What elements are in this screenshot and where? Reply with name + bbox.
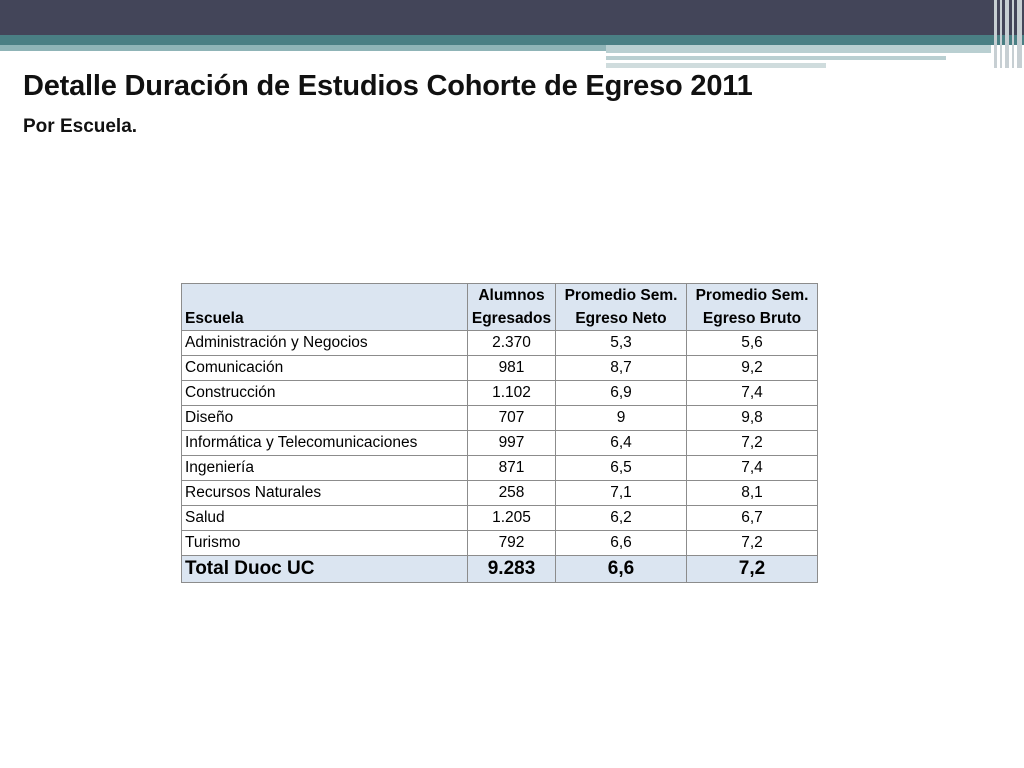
cell-escuela: Salud: [182, 506, 468, 531]
col-header-egreso-neto: [556, 284, 687, 331]
col-header-bruto-line2: Egreso Bruto: [702, 310, 802, 327]
cell-bruto: 8,1: [687, 481, 818, 506]
cell-neto: 6,4: [556, 431, 687, 456]
cell-bruto: 7,2: [687, 431, 818, 456]
cell-neto: 9: [556, 406, 687, 431]
cell-alumnos: 2.370: [468, 331, 556, 356]
cell-bruto: 7,4: [687, 456, 818, 481]
cell-alumnos: 792: [468, 531, 556, 556]
cell-bruto: 7,4: [687, 381, 818, 406]
cell-alumnos: 707: [468, 406, 556, 431]
table-row: [182, 331, 818, 356]
cell-escuela: Comunicación: [182, 356, 468, 381]
col-header-escuela-label: Escuela: [185, 310, 244, 327]
cell-bruto: 9,8: [687, 406, 818, 431]
table-row: [182, 381, 818, 406]
slide-title: Detalle Duración de Estudios Cohorte de Egreso 2011: [23, 70, 753, 102]
cell-alumnos: 871: [468, 456, 556, 481]
total-neto: 6,6: [556, 556, 687, 583]
cell-bruto: 6,7: [687, 506, 818, 531]
cell-bruto: 7,2: [687, 531, 818, 556]
header-accent-line: [606, 63, 826, 68]
table-row: [182, 481, 818, 506]
cell-neto: 6,5: [556, 456, 687, 481]
cell-neto: 7,1: [556, 481, 687, 506]
cell-escuela: Administración y Negocios: [182, 331, 468, 356]
col-header-neto-line1: Promedio Sem.: [564, 287, 678, 304]
cell-escuela: Ingeniería: [182, 456, 468, 481]
col-header-alumnos-line1: Alumnos: [478, 287, 545, 304]
header-band-light: [0, 45, 606, 51]
col-header-escuela: [182, 284, 468, 331]
cell-escuela: Turismo: [182, 531, 468, 556]
cell-alumnos: 997: [468, 431, 556, 456]
col-header-neto-line2: Egreso Neto: [575, 310, 667, 327]
cell-escuela: Construcción: [182, 381, 468, 406]
header-band-teal: [0, 35, 1024, 45]
table-total-row: [182, 556, 818, 583]
header-accent-line: [606, 56, 946, 60]
slide-subtitle: Por Escuela.: [23, 116, 138, 137]
cell-neto: 6,9: [556, 381, 687, 406]
cell-escuela: Informática y Telecomunicaciones: [182, 431, 468, 456]
header-accent-line: [606, 45, 991, 53]
col-header-alumnos: [468, 284, 556, 331]
cell-neto: 8,7: [556, 356, 687, 381]
cell-neto: 5,3: [556, 331, 687, 356]
cell-bruto: 5,6: [687, 331, 818, 356]
cell-escuela: Recursos Naturales: [182, 481, 468, 506]
table-row: [182, 406, 818, 431]
table-row: [182, 531, 818, 556]
table-row: [182, 506, 818, 531]
cell-alumnos: 1.102: [468, 381, 556, 406]
cell-alumnos: 1.205: [468, 506, 556, 531]
duration-table: [181, 283, 818, 583]
cell-neto: 6,6: [556, 531, 687, 556]
table-row: [182, 431, 818, 456]
col-header-bruto-line1: Promedio Sem.: [695, 287, 809, 304]
cell-escuela: Diseño: [182, 406, 468, 431]
cell-neto: 6,2: [556, 506, 687, 531]
col-header-egreso-bruto: [687, 284, 818, 331]
cell-alumnos: 258: [468, 481, 556, 506]
cell-alumnos: 981: [468, 356, 556, 381]
total-alumnos: 9.283: [468, 556, 556, 583]
table-header-row: [182, 284, 818, 331]
total-label: Total Duoc UC: [182, 556, 468, 583]
cell-bruto: 9,2: [687, 356, 818, 381]
table-row: [182, 356, 818, 381]
header-band-dark: [0, 0, 1024, 35]
header-vertical-bars: [992, 0, 1024, 68]
table-row: [182, 456, 818, 481]
col-header-alumnos-line2: Egresados: [471, 310, 552, 327]
total-bruto: 7,2: [687, 556, 818, 583]
